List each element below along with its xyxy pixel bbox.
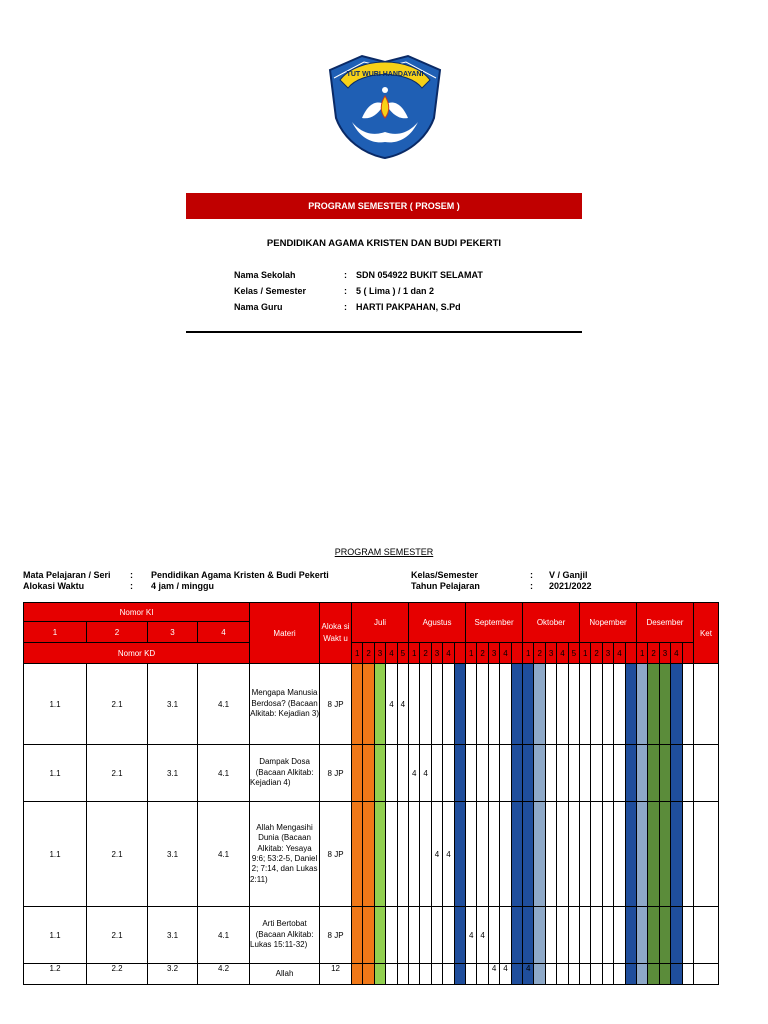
week-cell	[682, 802, 693, 907]
ki-col-header: 4	[198, 622, 250, 643]
week-number: 4	[500, 643, 511, 664]
kd-number: 4.1	[198, 664, 250, 745]
week-cell	[648, 745, 659, 802]
week-cell	[602, 745, 613, 802]
info-sep: :	[344, 302, 347, 312]
nomor-kd-header: Nomor KD	[24, 643, 250, 664]
tut-wuri-handayani-logo	[322, 48, 448, 162]
week-cell	[454, 907, 465, 964]
month-header-juli: Juli	[352, 603, 409, 643]
week-cell	[443, 964, 454, 985]
week-number: 2	[363, 643, 374, 664]
colon: :	[530, 581, 533, 591]
week-cell	[488, 745, 499, 802]
month-header-september: September	[466, 603, 523, 643]
week-cell	[511, 745, 522, 802]
header-row-3	[24, 643, 719, 664]
week-cell	[602, 907, 613, 964]
week-cell	[352, 964, 363, 985]
week-cell	[671, 745, 682, 802]
week-cell	[386, 964, 397, 985]
info-row-teacher	[234, 302, 461, 312]
alokasi-cell: 8 JP	[320, 745, 352, 802]
week-cell: 4	[397, 664, 408, 745]
week-cell	[420, 907, 431, 964]
week-cell	[511, 802, 522, 907]
week-cell	[545, 964, 556, 985]
materi-cell: Allah Mengasihi Dunia (Bacaan Alkitab: Yesaya 9:6; 53:2-5, Daniel 2; 7:14, dan Lukas 2:11)	[250, 802, 320, 907]
nomor-ki-header: Nomor KI	[24, 603, 250, 622]
ki-col-header: 2	[87, 622, 148, 643]
kd-number: 3.1	[148, 745, 198, 802]
alokasi-cell: 12	[320, 964, 352, 985]
ki-col-header: 1	[24, 622, 87, 643]
week-cell	[682, 964, 693, 985]
week-cell	[523, 907, 534, 964]
week-cell: 4	[409, 745, 420, 802]
week-number: 1	[637, 643, 648, 664]
week-cell	[580, 802, 591, 907]
week-cell	[682, 745, 693, 802]
month-header-agustus: Agustus	[409, 603, 466, 643]
week-cell	[397, 964, 408, 985]
week-cell	[466, 964, 477, 985]
week-cell	[386, 907, 397, 964]
week-cell	[443, 907, 454, 964]
week-cell	[557, 664, 568, 745]
program-semester-title: PROGRAM SEMESTER	[334, 547, 434, 557]
week-cell	[557, 964, 568, 985]
cover-divider	[186, 331, 582, 333]
info-row-class	[234, 286, 434, 296]
week-cell	[409, 802, 420, 907]
week-cell	[557, 745, 568, 802]
week-cell	[500, 664, 511, 745]
week-number: 4	[671, 643, 682, 664]
week-cell: 4	[477, 907, 488, 964]
week-cell	[682, 664, 693, 745]
week-cell	[648, 664, 659, 745]
week-cell	[614, 964, 625, 985]
logo-text: TUT WURI HANDAYANI	[346, 71, 424, 78]
week-cell	[625, 664, 636, 745]
week-cell	[454, 664, 465, 745]
week-cell	[580, 664, 591, 745]
week-cell	[568, 802, 579, 907]
week-cell	[614, 802, 625, 907]
week-cell	[454, 745, 465, 802]
ket-header: Ket	[693, 603, 718, 664]
week-cell	[534, 964, 545, 985]
week-cell	[614, 745, 625, 802]
week-cell	[545, 907, 556, 964]
week-cell	[659, 964, 670, 985]
week-cell	[568, 907, 579, 964]
week-cell: 4	[488, 964, 499, 985]
week-number: 2	[420, 643, 431, 664]
week-cell	[352, 907, 363, 964]
kd-number: 4.1	[198, 802, 250, 907]
week-cell	[591, 907, 602, 964]
week-number: 4	[386, 643, 397, 664]
week-cell	[363, 664, 374, 745]
kd-number: 1.1	[24, 907, 87, 964]
week-cell	[659, 802, 670, 907]
week-number	[454, 643, 465, 664]
kd-number: 3.1	[148, 802, 198, 907]
week-cell	[568, 664, 579, 745]
week-cell	[568, 745, 579, 802]
week-cell	[523, 745, 534, 802]
table-row	[24, 745, 719, 802]
week-number	[682, 643, 693, 664]
week-cell	[420, 964, 431, 985]
week-cell	[511, 664, 522, 745]
week-cell	[466, 745, 477, 802]
meta-values-left	[151, 570, 329, 592]
week-number	[511, 643, 522, 664]
info-value: SDN 054922 BUKIT SELAMAT	[356, 270, 483, 280]
week-number: 1	[409, 643, 420, 664]
info-sep: :	[344, 286, 347, 296]
week-cell	[363, 907, 374, 964]
week-cell	[511, 907, 522, 964]
colon: :	[530, 570, 533, 580]
subject-title: PENDIDIKAN AGAMA KRISTEN DAN BUDI PEKERTI	[266, 238, 502, 249]
week-cell	[431, 745, 442, 802]
week-cell	[534, 664, 545, 745]
week-cell	[374, 964, 385, 985]
week-cell	[397, 745, 408, 802]
week-cell	[580, 907, 591, 964]
week-number: 3	[602, 643, 613, 664]
week-cell	[671, 802, 682, 907]
week-cell	[420, 664, 431, 745]
week-cell	[466, 664, 477, 745]
week-cell	[614, 907, 625, 964]
week-cell	[637, 907, 648, 964]
week-number: 5	[397, 643, 408, 664]
table-row	[24, 964, 719, 985]
week-number: 3	[431, 643, 442, 664]
week-number: 3	[659, 643, 670, 664]
kd-number: 2.1	[87, 745, 148, 802]
table-row	[24, 907, 719, 964]
table-row	[24, 664, 719, 745]
ket-cell	[693, 907, 718, 964]
week-cell	[671, 964, 682, 985]
kd-number: 1.1	[24, 664, 87, 745]
week-cell	[431, 964, 442, 985]
week-cell	[545, 802, 556, 907]
week-cell	[637, 802, 648, 907]
week-cell: 4	[386, 664, 397, 745]
colon: :	[130, 581, 133, 591]
week-cell	[625, 745, 636, 802]
week-cell	[659, 664, 670, 745]
info-sep: :	[344, 270, 347, 280]
week-cell	[409, 664, 420, 745]
header-row-1	[24, 603, 719, 622]
banner-title: PROGRAM SEMESTER ( PROSEM )	[308, 201, 460, 211]
week-cell: 4	[500, 964, 511, 985]
kd-number: 4.1	[198, 745, 250, 802]
week-cell	[488, 802, 499, 907]
kd-number: 1.2	[24, 964, 87, 985]
week-cell	[625, 802, 636, 907]
kd-number: 2.2	[87, 964, 148, 985]
week-number: 4	[557, 643, 568, 664]
week-cell: 4	[466, 907, 477, 964]
week-cell	[477, 664, 488, 745]
week-cell: 4	[523, 964, 534, 985]
week-cell	[648, 802, 659, 907]
week-cell	[374, 907, 385, 964]
week-cell: 4	[431, 802, 442, 907]
ket-cell	[693, 745, 718, 802]
week-cell	[488, 907, 499, 964]
info-label: Nama Guru	[234, 302, 283, 312]
table-row	[24, 802, 719, 907]
week-cell	[477, 745, 488, 802]
week-cell	[545, 664, 556, 745]
week-cell	[454, 964, 465, 985]
meta-colons-right	[530, 570, 533, 592]
ket-cell	[693, 802, 718, 907]
week-number: 1	[523, 643, 534, 664]
week-cell	[431, 907, 442, 964]
week-cell	[580, 964, 591, 985]
week-cell	[602, 964, 613, 985]
prosem-banner	[186, 193, 582, 219]
kelas-value: V / Ganjil	[549, 570, 588, 580]
week-number: 4	[443, 643, 454, 664]
week-number: 4	[614, 643, 625, 664]
week-number: 1	[352, 643, 363, 664]
info-label: Nama Sekolah	[234, 270, 296, 280]
week-cell	[488, 664, 499, 745]
info-row-school	[234, 270, 483, 280]
week-cell	[409, 964, 420, 985]
week-cell	[637, 964, 648, 985]
week-number: 2	[591, 643, 602, 664]
week-cell	[557, 907, 568, 964]
week-number: 1	[580, 643, 591, 664]
week-cell	[500, 907, 511, 964]
week-cell	[591, 664, 602, 745]
week-cell	[443, 664, 454, 745]
kd-number: 2.1	[87, 907, 148, 964]
week-cell	[534, 907, 545, 964]
alokasi-value: 4 jam / minggu	[151, 581, 215, 591]
week-number: 3	[374, 643, 385, 664]
week-cell	[352, 664, 363, 745]
week-cell	[500, 802, 511, 907]
week-cell	[671, 664, 682, 745]
week-number: 5	[568, 643, 579, 664]
week-cell	[659, 745, 670, 802]
info-value: HARTI PAKPAHAN, S.Pd	[356, 302, 461, 312]
kd-number: 3.1	[148, 907, 198, 964]
week-cell	[500, 745, 511, 802]
ket-cell	[693, 964, 718, 985]
meta-colons-left	[130, 570, 133, 592]
materi-header: Materi	[250, 603, 320, 664]
meta-labels-right	[411, 570, 480, 592]
kd-number: 1.1	[24, 745, 87, 802]
week-cell	[591, 964, 602, 985]
tahun-label: Tahun Pelajaran	[411, 581, 480, 591]
week-cell	[477, 964, 488, 985]
alokasi-header: Aloka si Wakt u	[320, 603, 352, 664]
materi-cell: Allah	[250, 964, 320, 985]
week-number: 2	[477, 643, 488, 664]
materi-cell: Arti Bertobat (Bacaan Alkitab: Lukas 15:11-32)	[250, 907, 320, 964]
week-cell	[363, 745, 374, 802]
kd-number: 2.1	[87, 664, 148, 745]
prosem-table	[23, 602, 719, 985]
alokasi-cell: 8 JP	[320, 664, 352, 745]
week-number: 1	[466, 643, 477, 664]
kd-number: 2.1	[87, 802, 148, 907]
week-cell	[386, 802, 397, 907]
week-cell: 4	[443, 802, 454, 907]
week-cell	[363, 802, 374, 907]
week-number: 3	[488, 643, 499, 664]
week-cell	[648, 964, 659, 985]
week-cell	[648, 907, 659, 964]
week-cell	[545, 745, 556, 802]
week-cell	[637, 745, 648, 802]
week-cell	[374, 664, 385, 745]
week-cell	[352, 745, 363, 802]
ki-col-header: 3	[148, 622, 198, 643]
kd-number: 3.1	[148, 664, 198, 745]
materi-cell: Dampak Dosa (Bacaan Alkitab: Kejadian 4)	[250, 745, 320, 802]
tahun-value: 2021/2022	[549, 581, 592, 591]
week-number: 2	[534, 643, 545, 664]
week-cell	[374, 802, 385, 907]
week-cell	[511, 964, 522, 985]
info-label: Kelas / Semester	[234, 286, 307, 296]
month-header-nopember: Nopember	[580, 603, 637, 643]
week-cell	[534, 802, 545, 907]
week-cell	[534, 745, 545, 802]
week-cell	[477, 802, 488, 907]
week-cell	[420, 802, 431, 907]
week-cell	[523, 664, 534, 745]
week-cell	[671, 907, 682, 964]
month-header-oktober: Oktober	[523, 603, 580, 643]
kelas-label: Kelas/Semester	[411, 570, 479, 580]
week-cell	[443, 745, 454, 802]
week-cell	[557, 802, 568, 907]
mapel-value: Pendidikan Agama Kristen & Budi Pekerti	[151, 570, 329, 580]
week-cell	[591, 745, 602, 802]
week-number: 2	[648, 643, 659, 664]
week-cell	[625, 907, 636, 964]
meta-labels-left	[23, 570, 111, 592]
week-cell	[352, 802, 363, 907]
kd-number: 4.1	[198, 907, 250, 964]
week-cell	[397, 907, 408, 964]
materi-cell: Mengapa Manusia Berdosa? (Bacaan Alkitab: Kejadian 3)	[250, 664, 320, 745]
week-cell	[386, 745, 397, 802]
week-cell	[454, 802, 465, 907]
week-cell	[602, 664, 613, 745]
kd-number: 1.1	[24, 802, 87, 907]
week-number: 3	[545, 643, 556, 664]
week-number	[625, 643, 636, 664]
week-cell	[602, 802, 613, 907]
week-cell	[466, 802, 477, 907]
week-cell	[397, 802, 408, 907]
alokasi-cell: 8 JP	[320, 907, 352, 964]
week-cell	[363, 964, 374, 985]
week-cell	[580, 745, 591, 802]
ket-cell	[693, 664, 718, 745]
week-cell	[409, 907, 420, 964]
alokasi-cell: 8 JP	[320, 802, 352, 907]
week-cell	[568, 964, 579, 985]
week-cell	[374, 745, 385, 802]
colon: :	[130, 570, 133, 580]
month-header-desember: Desember	[637, 603, 694, 643]
mapel-label: Mata Pelajaran / Seri	[23, 570, 111, 580]
week-cell	[637, 664, 648, 745]
meta-values-right	[549, 570, 592, 592]
week-cell	[625, 964, 636, 985]
week-cell	[523, 802, 534, 907]
week-cell	[431, 664, 442, 745]
week-cell: 4	[420, 745, 431, 802]
info-value: 5 ( Lima ) / 1 dan 2	[356, 286, 435, 296]
week-cell	[591, 802, 602, 907]
week-cell	[659, 907, 670, 964]
kd-number: 3.2	[148, 964, 198, 985]
week-cell	[614, 664, 625, 745]
kd-number: 4.2	[198, 964, 250, 985]
week-cell	[682, 907, 693, 964]
alokasi-label: Alokasi Waktu	[23, 581, 85, 591]
